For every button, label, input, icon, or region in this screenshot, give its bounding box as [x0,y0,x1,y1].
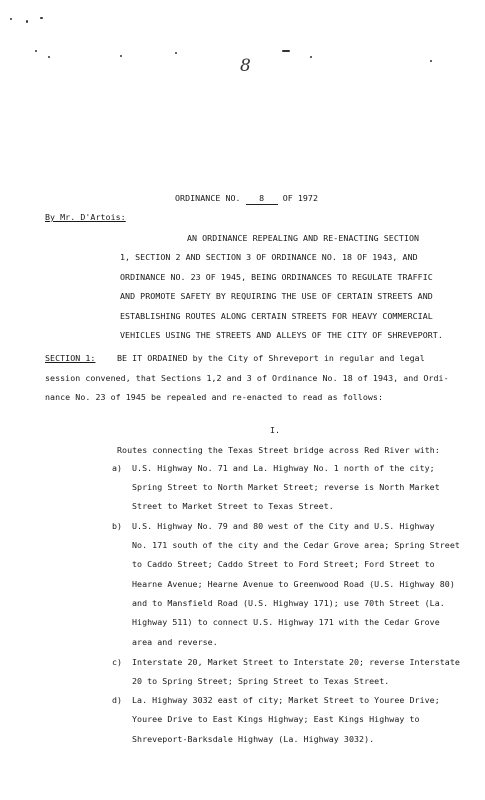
item-b-line: U.S. Highway No. 79 and 80 west of the City and U.S. Highway [132,521,435,531]
scan-speck [282,50,290,52]
scan-speck [175,52,177,54]
item-marker-b: b) [112,521,123,531]
title-line: ORDINANCE NO. 23 OF 1945, BEING ORDINANCES TO REGULATE TRAFFIC [120,272,433,282]
item-c-line: Interstate 20, Market Street to Interstate 20; reverse Interstate [132,657,460,667]
scan-speck [26,20,28,23]
title-line: AN ORDINANCE REPEALING AND RE-ENACTING SECTION [187,233,420,243]
ordinance-suffix: OF 1972 [282,193,319,203]
scan-speck [35,50,37,52]
scan-speck [48,56,50,58]
section-1-label: SECTION 1: [45,353,96,363]
item-b-line: Highway 511) to connect U.S. Highway 171 with the Cedar Grove [132,617,440,627]
title-line: VEHICLES USING THE STREETS AND ALLEYS OF THE CITY OF SHREVEPORT. [120,330,443,340]
scan-speck [10,18,12,20]
scan-speck [310,56,312,58]
routes-intro: Routes connecting the Texas Street bridge across Red River with: [117,445,440,455]
item-d-line: La. Highway 3032 east of city; Market Street to Youree Drive; [132,695,440,705]
item-b-line: to Caddo Street; Caddo Street to Ford Street; Ford Street to [132,559,435,569]
scan-speck [40,17,43,19]
scan-speck [430,60,432,62]
title-line: ESTABLISHING ROUTES ALONG CERTAIN STREETS FOR HEAVY COMMERCIAL [120,311,433,321]
item-b-line: Hearne Avenue; Hearne Avenue to Greenwood Road (U.S. Highway 80) [132,579,455,589]
item-c-line: 20 to Spring Street; Spring Street to Texas Street. [132,676,390,686]
ordinance-number: 8 [246,192,278,205]
section-1-line: nance No. 23 of 1945 be repealed and re-enacted to read as follows: [45,392,384,402]
section-1-line: session convened, that Sections 1,2 and 3 of Ordinance No. 18 of 1943, and Ordi- [45,373,449,383]
title-line: 1, SECTION 2 AND SECTION 3 OF ORDINANCE NO. 18 OF 1943, AND [120,252,418,262]
item-b-line: area and reverse. [132,637,218,647]
item-marker-d: d) [112,695,123,705]
section-1-line: BE IT ORDAINED by the City of Shreveport in regular and legal [117,353,425,363]
item-d-line: Shreveport-Barksdale Highway (La. Highway 3032). [132,734,375,744]
part-heading: I. [270,425,281,435]
item-a-line: Street to Market Street to Texas Street. [132,501,334,511]
item-d-line: Youree Drive to East Kings Highway; East Kings Highway to [132,714,420,724]
item-marker-a: a) [112,463,123,473]
ordinance-heading [175,192,318,205]
handwritten-page-number: 8 [240,56,251,76]
scan-speck [120,55,122,57]
sponsor-line: By Mr. D'Artois: [45,212,126,222]
item-b-line: No. 171 south of the city and the Cedar Grove area; Spring Street [132,540,460,550]
item-marker-c: c) [112,657,123,667]
item-b-line: and to Mansfield Road (U.S. Highway 171); use 70th Street (La. [132,598,445,608]
item-a-line: Spring Street to North Market Street; reverse is North Market [132,482,440,492]
ordinance-prefix: ORDINANCE NO. [175,193,241,203]
title-line: AND PROMOTE SAFETY BY REQUIRING THE USE OF CERTAIN STREETS AND [120,291,433,301]
item-a-line: U.S. Highway No. 71 and La. Highway No. 1 north of the city; [132,463,435,473]
